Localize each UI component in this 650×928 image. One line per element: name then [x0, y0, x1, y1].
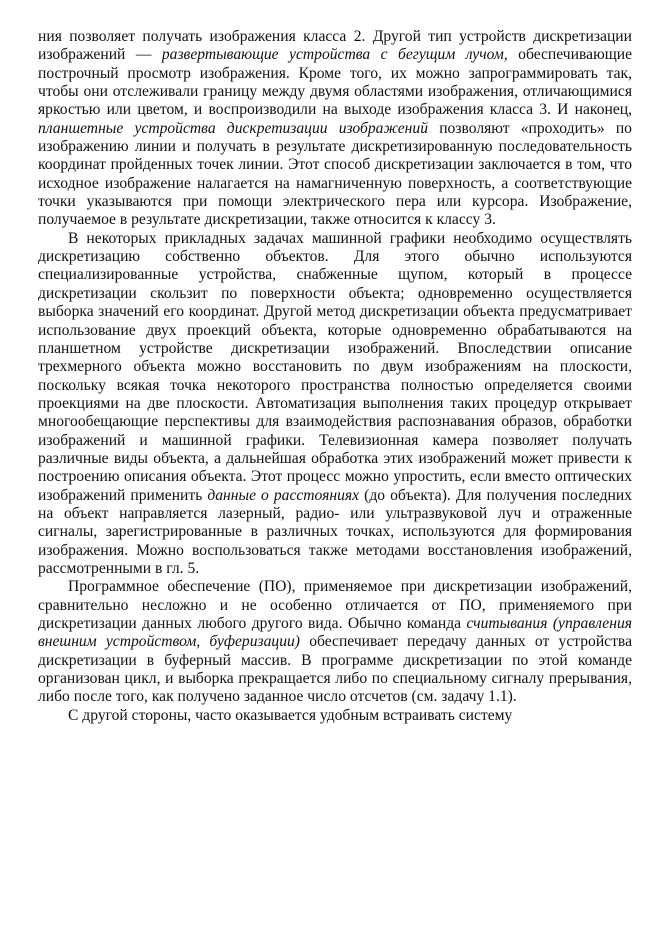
italic-term: данные о расстояниях [207, 486, 360, 504]
text-segment: обеспечивает передачу данных от устройства дискретизации в буферный массив. В программе дискретизации по этой команде организован цикл, и выборка прекращается либо по специальному сигналу прерывания, либо после того, как получено заданное число отсчетов (см. задачу 1.1). [38, 633, 632, 706]
text-segment: Программное обеспечение (ПО), применяемое при дискретизации изображений, сравнительно несложно и не особенно отличается от ПО, применяемого при дискретизации данных любого другого вида. Обычно команда [38, 578, 632, 632]
text-segment: В некоторых прикладных задачах машинной графики необходимо осуществлять дискретизацию собственно объектов. Для этого обычно используются специализированные устройства, снабженные щупом, который в процессе дискретизации скользит по поверхности объекта; одновременно осуществляется выборка значений его координат. Другой метод дискретизации объекта предусматривает использование двух проекций объекта, которые одновременно обрабатываются на планшетном устройстве дискретизации изображений. Впоследствии описание трехмерного объекта можно восстановить по двум изображениям на плоскости, поскольку всякая точка некоторого пространства полностью определяется своими проекциями на две плоскости. Автоматизация выполнения таких процедур открывает многообещающие перспективы для взаимодействия распознавания образов, обработки изображений и машинной графики. Телевизионная камера позволяет получать различные виды объекта, а дальнейшая обработка этих изображений может привести к построению описания объекта. Этот процесс можно упростить, если вместо оптических изображений применить [38, 229, 632, 504]
italic-term: считывания (управления внешним устройством, буферизации) [38, 615, 633, 651]
text-segment: С другой стороны, часто оказывается удобным встраивать систему [68, 706, 513, 724]
document-page [38, 28, 632, 725]
text-segment: обеспечивающие построчный просмотр изображения. Кроме того, их можно запрограммировать так, чтобы они отслеживали границу между двумя областями изображения, отличающимися яркостью или цветом, и воспроизводили на выходе изображения класса 3. И наконец, [38, 46, 633, 119]
paragraph-1 [38, 28, 632, 230]
italic-term: планшетные устройства дискретизации изображений [38, 119, 428, 137]
text-segment: (до объекта). Для получения последних на объект направляется лазерный, радио- или ультразвуковой луч и отраженные сигналы, зарегистрированные в различных точках, используются для формирования изображения. Можно воспользоваться также методами восстановления изображений, рассмотренными в гл. 5. [38, 486, 633, 577]
paragraph-2 [38, 230, 632, 579]
text-segment: ния позволяет получать изображения класса 2. Другой тип устройств дискретизации изображений — [38, 28, 632, 64]
text-segment: позволяют «проходить» по изображению линии и получать в результате дискретизированную последовательность координат пройденных точек линии. Этот способ дискретизации заключается в том, что исходное изображение налагается на намагниченную поверхность, а соответствующие точки указываются при помощи электрического пера или курсора. Изображение, получаемое в результате дискретизации, также относится к классу 3. [38, 119, 632, 229]
paragraph-3 [38, 578, 632, 706]
paragraph-4 [38, 707, 632, 725]
italic-term: развертывающие устройства с бегущим лучом, [161, 46, 508, 64]
